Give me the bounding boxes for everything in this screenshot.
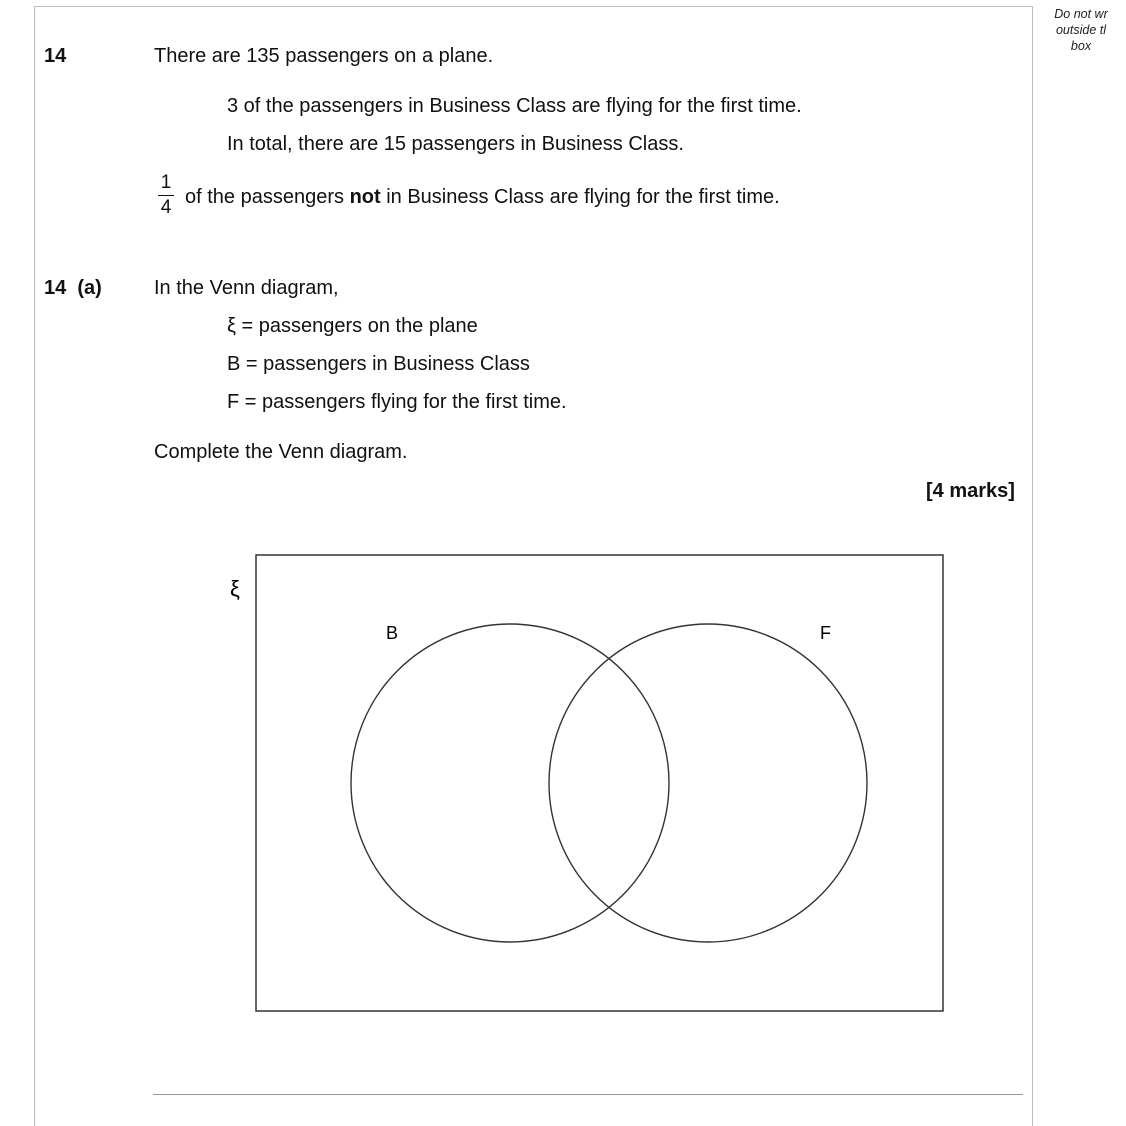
part-a-label: 14 (a) — [44, 277, 102, 299]
set-b-circle[interactable] — [351, 624, 669, 942]
definition-b: B = passengers in Business Class — [227, 353, 530, 375]
universal-set-symbol: ξ — [230, 576, 240, 601]
fraction-numerator: 1 — [160, 172, 172, 193]
set-b-label: B — [386, 623, 399, 643]
fraction-text-after: in Business Class are flying for the first time. — [380, 186, 780, 208]
question-intro: There are 135 passengers on a plane. — [154, 45, 494, 67]
fraction-text-bold: not — [349, 186, 381, 208]
fraction-denominator: 4 — [160, 197, 172, 219]
answer-line[interactable] — [153, 1094, 1023, 1095]
margin-note: Do not wr outside tl box — [1054, 7, 1108, 53]
info-line-2: In total, there are 15 passengers in Business Class. — [227, 133, 684, 155]
part-a-intro: In the Venn diagram, — [154, 277, 339, 299]
instruction: Complete the Venn diagram. — [154, 441, 408, 463]
info-line-1: 3 of the passengers in Business Class are flying for the first time. — [227, 95, 802, 117]
set-f-label: F — [820, 623, 831, 643]
set-f-circle[interactable] — [549, 624, 867, 942]
fraction-text-before: of the passengers — [185, 186, 350, 208]
question-number: 14 — [44, 45, 67, 67]
universal-set-box — [256, 555, 943, 1011]
definition-f: F = passengers flying for the first time. — [227, 391, 567, 413]
marks: [4 marks] — [926, 480, 1015, 502]
definition-universal: ξ = passengers on the plane — [227, 315, 478, 337]
